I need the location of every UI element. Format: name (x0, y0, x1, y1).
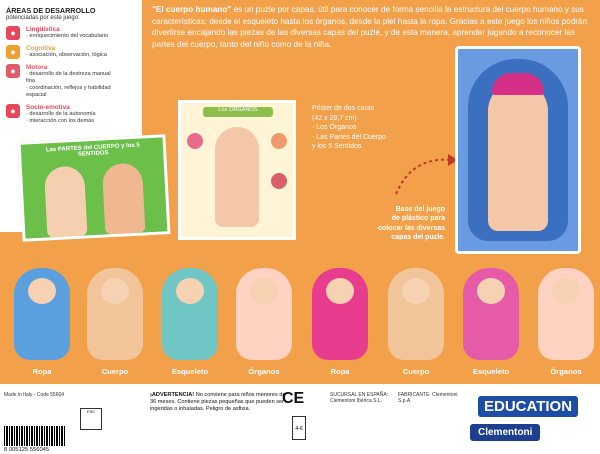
warning-body: No conviene para niños menores de 36 meses. Contiene piezas pequeñas que pueden ser ingeridas o inhaladas. Peligro de asfixia. (150, 392, 286, 412)
area-point: · desarrollo de la destreza manual (26, 71, 111, 77)
heart-icon (187, 133, 203, 149)
brain-icon (271, 133, 287, 149)
puzzle-piece (162, 268, 218, 360)
area-point: · coordinación, reflejos y habilidad (26, 85, 111, 91)
puzzle-piece (538, 268, 594, 360)
piece-face (477, 278, 505, 304)
clementoni-logo: Clementoni (470, 424, 540, 441)
piece-label: Ropa (330, 367, 350, 376)
barcode (4, 426, 66, 446)
plastic-base-tray (455, 46, 581, 254)
piece-label: Órganos (248, 367, 280, 376)
area-item (6, 45, 136, 59)
areas-subtitle: potenciadas por este juego: (6, 15, 80, 21)
info-line: colocar las diversas (378, 224, 445, 232)
area-point: · interacción con los demás (26, 118, 95, 124)
poster-left-title: Las PARTES del CUERPO y los 5 SENTIDOS (45, 142, 140, 158)
warning-text (150, 392, 290, 413)
area-title: Motora (26, 64, 48, 71)
area-title: Lingüística (26, 26, 60, 33)
poster-boy-figure (44, 166, 88, 238)
info-line: capas del puzle. (391, 234, 445, 242)
area-icon: ● (6, 45, 20, 59)
warning-title: ¡ADVERTENCIA! (150, 392, 195, 398)
info-line: de plástico para (391, 215, 445, 223)
sucursal-text: SUCURSAL EN ESPAÑA: Clementoni Ibérica S.L. (330, 392, 389, 405)
piece-face (402, 278, 430, 304)
tray-figure (488, 81, 548, 231)
area-title: Socio-emotiva (26, 104, 70, 111)
area-point: · asociación, observación, lógica (26, 52, 107, 58)
lungs-icon (271, 173, 287, 189)
piece-face (552, 278, 580, 304)
piece-face (176, 278, 204, 304)
piece-label: Órganos (550, 367, 582, 376)
piece-label: Cuerpo (402, 367, 430, 376)
area-point: espacial (26, 92, 47, 98)
piece-label: Esqueleto (171, 367, 209, 376)
dotted-arrow-icon (392, 150, 462, 200)
piece-face (250, 278, 278, 304)
area-item (6, 26, 136, 40)
area-item (6, 64, 136, 99)
ce-mark: CE (282, 390, 305, 407)
areas-title: ÁREAS DE DESARROLLO (6, 6, 96, 15)
info-line: Póster de dos caras (312, 105, 375, 112)
puzzle-piece (388, 268, 444, 360)
barcode-number: 8 005125 556045 (4, 447, 50, 453)
base-note (365, 205, 445, 243)
piece-label: Cuerpo (101, 367, 129, 376)
poster-info (312, 104, 386, 152)
poster-right-title: Los ÓRGANOS (203, 107, 273, 117)
puzzle-piece (236, 268, 292, 360)
area-point: · desarrollo de la autonomía (26, 111, 96, 117)
poster-organs-figure (215, 127, 259, 227)
piece-face (101, 278, 129, 304)
fabricante-text: FABRICANTE: Clementoni S.p.A. (398, 392, 458, 405)
puzzle-piece (14, 268, 70, 360)
education-logo: EDUCATION (478, 396, 578, 417)
poster-girl-figure (102, 162, 146, 234)
piece-face (326, 278, 354, 304)
area-title: Cognitiva (26, 45, 56, 52)
info-line: · Los Órganos (312, 124, 357, 132)
puzzle-piece (87, 268, 143, 360)
puzzle-piece (312, 268, 368, 360)
tray-slot (468, 59, 568, 241)
piece-label: Ropa (32, 367, 52, 376)
intro-body: es un puzle por capas, útil para conocer de forma sencilla la estructura del cuerpo humano y sus características: desde el esqueleto hasta los órganos, desde la piel hasta la ropa. Gracias a este juego los niños podrán divertirse encajando las piezas de las diversas capas del puzle, y de esta manera, aprender jugando a reconocer las partes del cuerpo, tanto del niño como de la niña. (152, 5, 588, 49)
poster-body-parts (17, 134, 170, 242)
tray-hat (492, 73, 544, 95)
area-icon: ● (6, 64, 20, 78)
info-line: · Las Partes del Cuerpo (312, 133, 386, 141)
piece-label: Esqueleto (472, 367, 510, 376)
fsc-logo: FSC (80, 408, 102, 430)
intro-text (152, 4, 592, 50)
info-line: y los 5 Sentidos (312, 143, 362, 151)
intro-bold: "El cuerpo humano" (152, 5, 232, 14)
area-point: fina (26, 78, 36, 84)
made-in-text: Made in Italy - Code 55604 (4, 392, 65, 398)
puzzle-piece (463, 268, 519, 360)
age-badge: 4-6 (292, 416, 306, 440)
info-line: (42 x 29,7 cm) (312, 114, 357, 122)
piece-face (28, 278, 56, 304)
area-item (6, 104, 136, 125)
poster-organs (178, 100, 296, 240)
area-icon: ● (6, 104, 20, 118)
info-line: Base del juego (395, 206, 445, 213)
area-point: · enriquecimiento del vocabulario (26, 33, 109, 39)
area-icon: ● (6, 26, 20, 40)
